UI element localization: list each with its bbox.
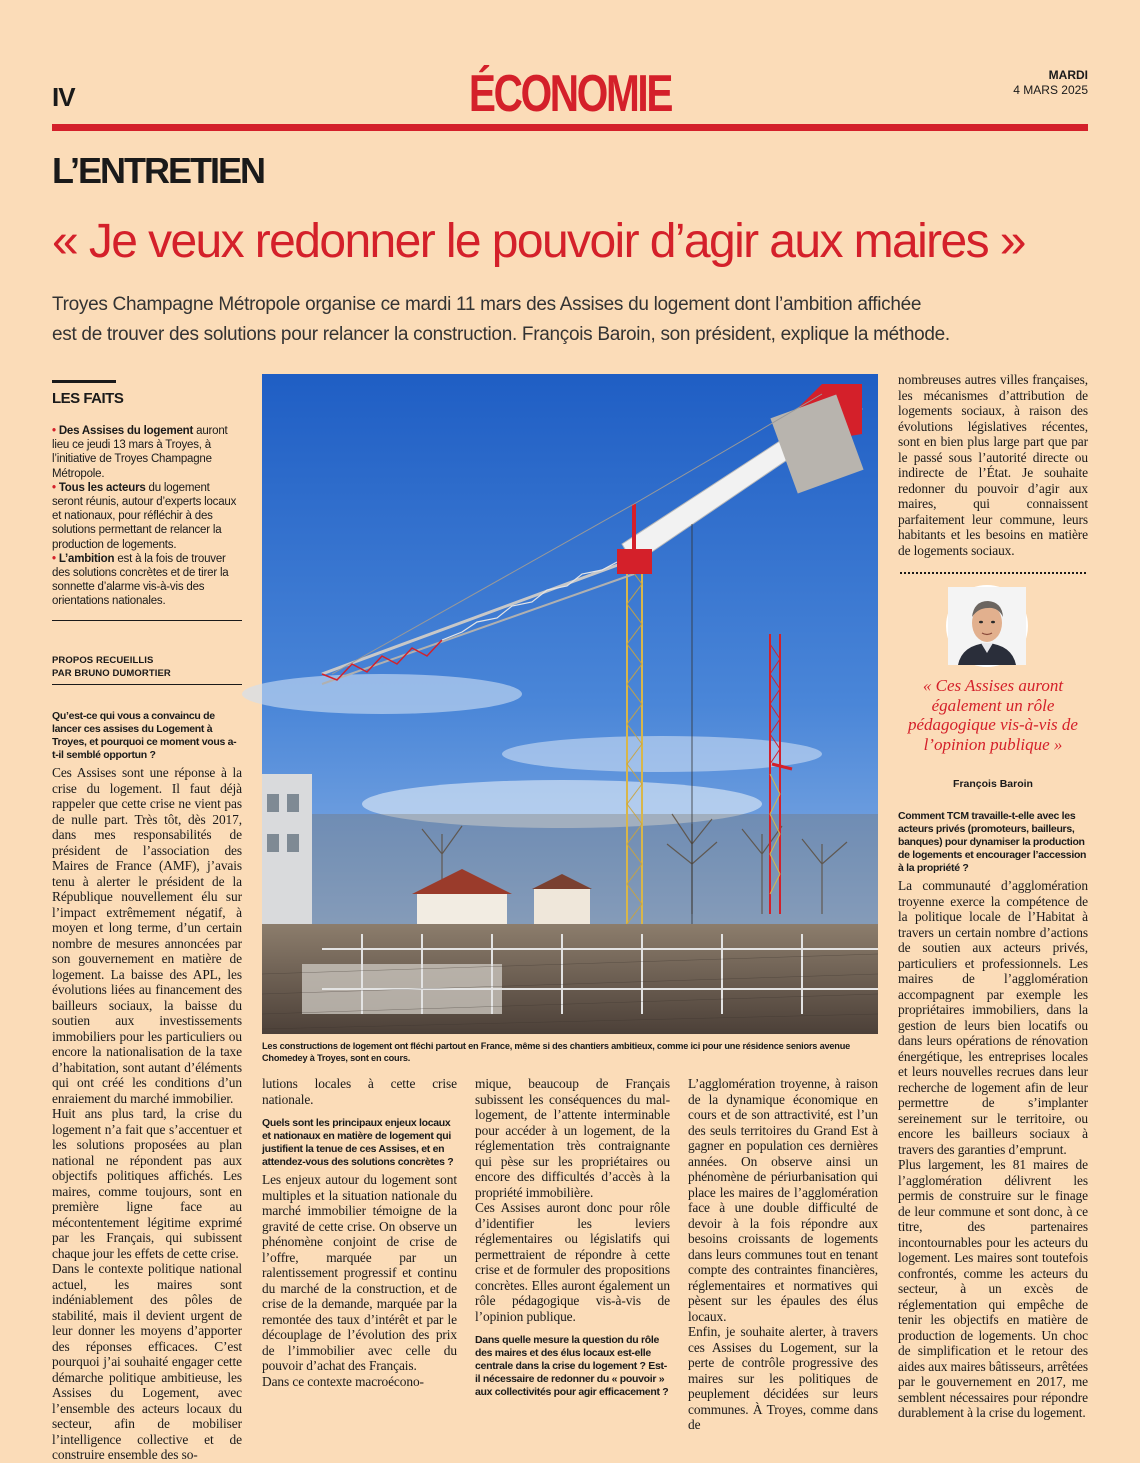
pull-quote-author: François Baroin <box>953 778 1033 790</box>
byline <box>52 654 171 680</box>
paragraph: La communauté d’agglomération troyenne exerce la compétence de la politique locale de l’Habitat à travers un certain nombre d’actions de soutien aux acteurs privés, particuliers et professionnels. Les maires de l’agglomération accompagnent par exemple les propriétaires immobiliers, dans la gestion de leurs bien locatifs ou dans leurs opérations de rénovation énergétique, les entreprises locales et leurs nouvelles recrues dans leur recherche de logement afin de leur permettre de s’implanter sereinement sur le territoire, ou encore les bailleurs sociaux à travers des garanties d’emprunt. <box>898 878 1088 1157</box>
page-folio: IV <box>52 82 75 112</box>
paragraph: Ces Assises sont une réponse à la crise du logement. Il faut déjà rappeler que cette crise ne vient pas de nulle part. Très tôt, dès 2017, dans mes responsabilités de président de l’association des Maires de France (AMF), j’avais tenu à alerter le président de la République nouvellement élu sur l’impact extrêmement négatif, à moyen et long terme, d’un certain nombre de mesures annoncées par son gouvernement en matière de logement. La baisse des APL, les évolutions liées au financement des bailleurs sociaux, la baisse du soutien aux investissements immobiliers pour les particuliers ou encore la nationalisation de la taxe d’habitation, sont autant d’éléments qui ont créé les conditions d’un enraiement du marché immobilier. <box>52 765 242 1106</box>
paragraph: nombreuses autres villes françaises, les mécanismes d’attribution de logements sociaux, à raison des évolutions législatives récentes, sont en bien plus large part que par le passé sous l’autorité directe ou indirecte de l’État. Je souhaite redonner du pouvoir d’agir aux maires, qui connaissent parfaitement leur commune, leurs habitants et les besoins en matière de logements sociaux. <box>898 372 1088 558</box>
issue-date <box>1013 68 1088 98</box>
text-column-5-top <box>898 372 1088 558</box>
standfirst-line: Troyes Champagne Métropole organise ce mardi 11 mars des Assises du logement dont l’ambition affichée <box>52 294 922 315</box>
faits-item <box>52 552 242 609</box>
byline-line: PROPOS RECUEILLIS <box>52 655 154 666</box>
faits-title: LES FAITS <box>52 390 124 407</box>
construction-photo <box>262 374 878 1034</box>
paragraph: Ces Assises auront donc pour rôle d’identifier les leviers réglementaires ou législatifs qui permettraient de répondre à cette crise et de formuler des propositions concrètes. Elles auront également un rôle pédagogique vis-à-vis de l’opinion publique. <box>475 1200 670 1324</box>
byline-line: PAR BRUNO DUMORTIER <box>52 668 171 679</box>
faits-item-lead: Des Assises du logement <box>58 425 194 437</box>
bullet-icon: • <box>52 481 59 494</box>
bullet-icon: • <box>52 425 59 437</box>
header-rule <box>52 124 1088 131</box>
faits-item <box>52 481 242 552</box>
divider <box>52 684 242 685</box>
issue-date-text: 4 MARS 2025 <box>1013 83 1088 97</box>
interview-question: Qu’est-ce qui vous a convaincu de lancer ces assises du Logement à Troyes, et pourquoi ce moment vous a-t-il semblé opportun ? <box>52 710 237 761</box>
dotted-divider <box>900 572 1086 574</box>
faits-list <box>52 424 242 609</box>
portrait-illustration <box>948 587 1026 665</box>
photo-caption: Les constructions de logement ont fléchi partout en France, même si des chantiers ambitieux, comme ici pour une résidence seniors avenue Chomedey à Troyes, sont en cours. <box>262 1041 851 1063</box>
interview-question: Quels sont les principaux enjeux locaux et nationaux en matière de logement qui justifient la tenue de ces Assises, et en attendez-vous des solutions concrètes ? <box>262 1117 454 1168</box>
interview-question: Comment TCM travaille-t-elle avec les acteurs privés (promoteurs, bailleurs, banques) pour dynamiser la production de logements et encourager l’accession à la propriété ? <box>898 810 1087 874</box>
article-kicker: L’ENTRETIEN <box>52 150 265 191</box>
text-column-1 <box>52 710 242 1463</box>
faits-bar <box>52 380 116 383</box>
paragraph: Enfin, je souhaite alerter, à travers ces Assises du Logement, sur la perte de contrôle progressive des maires sur les politiques de peuplement décidées sur leurs communes. À Troyes, comme dans de <box>688 1324 878 1432</box>
bullet-icon: • <box>52 552 59 565</box>
text-column-4 <box>688 1076 878 1433</box>
text-column-2 <box>262 1076 457 1389</box>
paragraph: Plus largement, les 81 maires de l’agglomération délivrent les permis de construire sur le finage de leur commune et sont donc, à ce titre, des partenaires incontournables pour les acteurs du logement. Les maires sont toutefois confrontés, comme les acteurs du secteur, à un excès de réglementation qui empêche de tenir les objectifs en matière de production de logements. Un choc de simplification et le retour des aides aux maires bâtisseurs, arrêtées par le gouvernement en 2017, me semblent nécessaires pour répondre durablement à la crise du logement. <box>898 1157 1089 1420</box>
faits-item-lead: L’ambition <box>58 552 115 565</box>
crane-photo-illustration <box>262 374 878 1034</box>
article-headline: « Je veux redonner le pouvoir d’agir aux maires » <box>52 215 1025 268</box>
section-title: ÉCONOMIE <box>468 65 672 123</box>
paragraph: Les enjeux autour du logement sont multiples et la situation nationale du marché immobilier témoigne de la gravité de cette crise. On observe un phénomène conjoint de crise de l’offre, marquée par un ralentissement progressif et continu du marché de la construction, et de crise de la demande, marquée par la remontée des taux d’intérêt et par le découplage de l’évolution des prix de l’immobilier avec celle du pouvoir d’achat des Français. <box>262 1172 457 1373</box>
paragraph: L’agglomération troyenne, à raison de la dynamique économique en cours et de son attractivité, est l’un des seuls territoires du Grand Est à gagner en population ces dernières années. On observe ainsi un phénomène de périurbanisation qui place les maires de l’agglomération face à une double difficulté de devoir à la fois répondre aux besoins croissants de logements dans leurs communes tout en tenant compte des contraintes financières, réglementaires et normatives qui pèsent sur les épaules des élus locaux. <box>688 1076 878 1324</box>
issue-day: MARDI <box>1048 68 1088 82</box>
faits-item-text: du logement seront réunis, autour d’experts locaux et nationaux, pour réfléchir à des solutions permettant de relancer la production de logements. <box>52 481 237 551</box>
pull-quote: « Ces Assises auront également un rôle pédagogique vis-à-vis de l’opinion publique » <box>908 676 1078 754</box>
article-standfirst <box>52 290 1088 350</box>
faits-item <box>52 424 242 481</box>
standfirst-line: est de trouver des solutions pour relancer la construction. François Baroin, son président, explique la méthode. <box>52 324 950 345</box>
interview-question: Dans quelle mesure la question du rôle des maires et des élus locaux est-elle centrale dans la crise du logement ? Est-il nécessaire de redonner du « pouvoir » aux collectivités pour agir efficacement ? <box>475 1334 669 1398</box>
paragraph: Dans le contexte politique national actuel, les maires sont indéniablement des pôles de stabilité, mais il devient urgent de leur donner les moyens d’apporter des réponses efficaces. C’est pourquoi j’ai souhaité engager cette démarche politique ambitieuse, les Assises du Logement, avec l’ensemble des acteurs locaux du secteur, afin de mobiliser l’intelligence collective et de construire ensemble des so- <box>52 1261 242 1462</box>
paragraph: mique, beaucoup de Français subissent les conséquences du mal-logement, de l’attente interminable pour accéder à un logement, de la réglementation très contraignante qui pèse sur les propriétaires ou encore des difficultés d’accès à la propriété immobilière. <box>475 1076 670 1200</box>
divider <box>52 620 242 621</box>
paragraph: Dans ce contexte macroécono- <box>262 1373 424 1389</box>
faits-item-lead: Tous les acteurs <box>58 481 146 494</box>
faits-item-text: auront lieu ce jeudi 13 mars à Troyes, à l’initiative de Troyes Champagne Métropole. <box>52 425 228 480</box>
author-portrait <box>946 585 1028 667</box>
paragraph: lutions locales à cette crise nationale. <box>262 1076 457 1107</box>
text-column-5-bottom <box>898 810 1088 1421</box>
paragraph: Huit ans plus tard, la crise du logement n’a fait que s’accentuer et les solutions proposées au plan national ne répondent pas aux objectifs politiques affichés. Les maires, comme toujours, sont en première ligne face au mécontentement légitime exprimé par les Français, qui subissent chaque jour les effets de cette crise. <box>52 1106 242 1261</box>
faits-item-text: est à la fois de trouver des solutions concrètes et de tirer la sonnette d’alarme vis-à-vis des orientations nationales. <box>52 552 229 608</box>
text-column-3 <box>475 1076 670 1399</box>
